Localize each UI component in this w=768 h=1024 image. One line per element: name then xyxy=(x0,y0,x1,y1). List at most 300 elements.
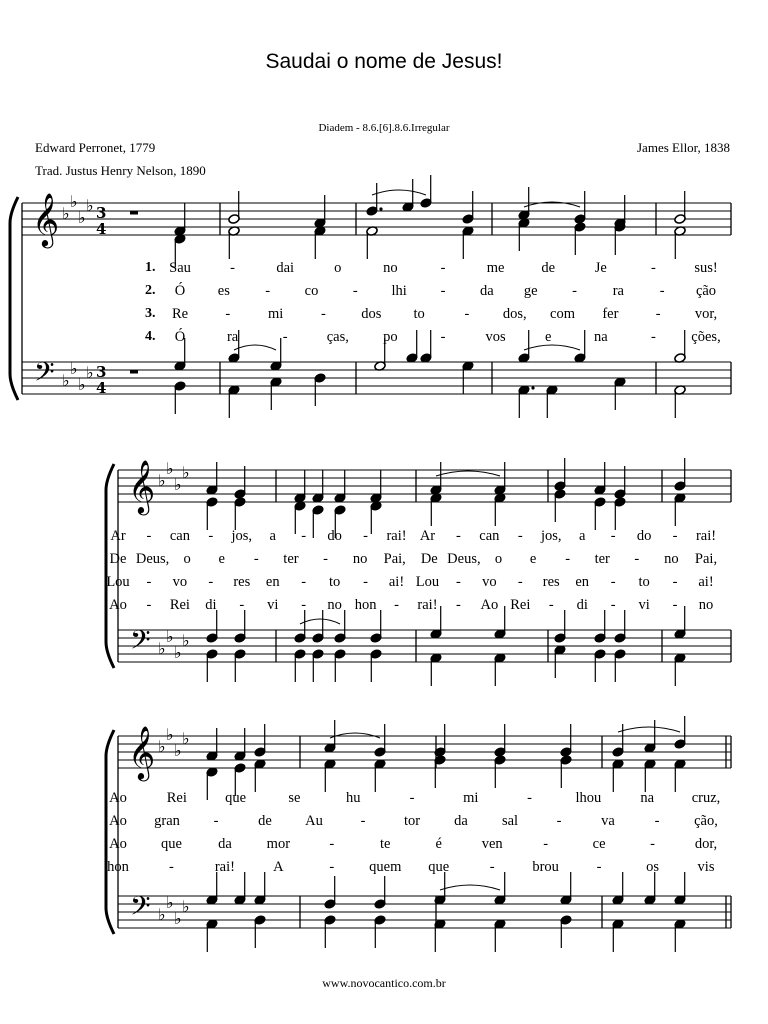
lyric-syllable: de xyxy=(541,260,556,276)
note xyxy=(554,489,566,522)
svg-text:♭: ♭ xyxy=(182,631,190,650)
slur xyxy=(234,345,276,350)
hyphen: - xyxy=(556,813,562,829)
svg-text:♭: ♭ xyxy=(174,475,182,494)
lyric-syllable: no xyxy=(327,597,342,613)
bass-time-signature xyxy=(96,363,106,397)
hyphen: - xyxy=(363,574,368,590)
lyric-syllable: va xyxy=(601,813,615,829)
slur xyxy=(524,345,580,350)
svg-text:4: 4 xyxy=(96,220,107,238)
author-credit: Edward Perronet, 1779 xyxy=(35,140,156,155)
system-1-treble-key-signature xyxy=(62,192,94,227)
treble-time-signature xyxy=(96,204,106,238)
lyric-syllable: ções, xyxy=(691,329,721,345)
lyric-syllable: da xyxy=(479,283,494,299)
lyric-syllable: co xyxy=(304,283,319,299)
svg-text:♭: ♭ xyxy=(62,371,70,390)
note xyxy=(614,377,626,410)
note xyxy=(228,226,240,259)
hyphen: - xyxy=(146,574,152,590)
hyphen: - xyxy=(253,551,259,567)
lyric-syllable: Ao xyxy=(109,836,127,852)
note xyxy=(434,919,446,952)
hymn-title: Saudai o nome de Jesus! xyxy=(265,50,503,73)
note xyxy=(574,330,586,363)
lyric-syllable: hu xyxy=(345,790,361,806)
lyric-syllable: ças, xyxy=(326,329,349,345)
note xyxy=(494,755,506,788)
lyric-syllable: rai! xyxy=(386,528,407,544)
svg-text:♭: ♭ xyxy=(158,905,166,924)
hyphen: - xyxy=(455,574,461,590)
svg-text:♭: ♭ xyxy=(62,204,70,223)
hyphen: - xyxy=(489,859,495,875)
system-1-brace xyxy=(10,197,18,400)
system-2-bass-clef-icon: 𝄢 xyxy=(130,624,151,662)
note xyxy=(254,724,266,757)
hyphen: - xyxy=(464,306,470,322)
note xyxy=(494,462,506,495)
note xyxy=(434,755,446,788)
system-1-bass-key-signature xyxy=(62,359,94,394)
note xyxy=(674,458,686,491)
note xyxy=(494,493,506,526)
svg-text:4: 4 xyxy=(96,379,107,397)
hyphen: - xyxy=(225,306,231,322)
lyric-syllable: res xyxy=(542,574,560,590)
hyphen: - xyxy=(360,813,366,829)
system-3-brace xyxy=(106,730,114,934)
note xyxy=(370,501,382,534)
lyric-syllable: Ó xyxy=(174,329,186,345)
lyric-syllable: vos xyxy=(485,329,506,345)
note xyxy=(324,759,336,792)
lyric-syllable: to xyxy=(413,306,425,322)
hyphen: - xyxy=(282,329,288,345)
note xyxy=(314,226,326,259)
hyphen: - xyxy=(672,574,678,590)
lyric-syllable: Pai, xyxy=(383,551,406,567)
lyric-syllable: ção, xyxy=(694,813,718,829)
lyric-syllable: Rei xyxy=(510,597,531,613)
hyphen: - xyxy=(455,597,461,613)
svg-text:♭: ♭ xyxy=(174,741,182,760)
lyric-syllable: na xyxy=(593,329,608,345)
lyric-syllable: can xyxy=(169,528,190,544)
note xyxy=(518,330,530,363)
note xyxy=(370,649,382,682)
lyric-syllable: can xyxy=(479,528,500,544)
lyric-syllable: De xyxy=(420,551,438,567)
lyric-syllable: ção xyxy=(695,283,717,299)
note xyxy=(674,226,686,259)
lyric-syllable: De xyxy=(109,551,127,567)
hyphen: - xyxy=(650,329,656,345)
lyric-syllable: en xyxy=(575,574,590,590)
note xyxy=(366,226,378,259)
note xyxy=(560,724,572,757)
hyphen: - xyxy=(208,528,214,544)
lyric-syllable: dor, xyxy=(694,836,718,852)
lyric-syllable: que xyxy=(160,836,182,852)
note xyxy=(612,872,624,905)
note xyxy=(518,385,535,418)
note xyxy=(234,649,246,682)
hyphen: - xyxy=(146,597,152,613)
hyphen: - xyxy=(650,260,656,276)
lyric-syllable: tor xyxy=(403,813,421,829)
hyphen: - xyxy=(301,574,307,590)
svg-text:♭: ♭ xyxy=(174,909,182,928)
lyric-syllable: Ó xyxy=(174,283,186,299)
lyric-syllable: vor, xyxy=(694,306,718,322)
svg-text:♭: ♭ xyxy=(78,208,86,227)
lyric-syllable: rai! xyxy=(417,597,438,613)
lyric-syllable: ven xyxy=(481,836,503,852)
hyphen: - xyxy=(169,859,174,875)
hyphen: - xyxy=(440,329,446,345)
note xyxy=(430,462,442,495)
lyric-syllable: A xyxy=(273,859,284,875)
note xyxy=(206,649,218,682)
lyric-syllable: Ao xyxy=(480,597,499,613)
verse-number: 4. xyxy=(145,329,156,344)
hyphen: - xyxy=(672,528,678,544)
note xyxy=(674,919,686,952)
note xyxy=(254,872,266,905)
note xyxy=(494,919,506,952)
lyric-syllable: jos, xyxy=(540,528,562,544)
svg-text:♭: ♭ xyxy=(86,196,94,215)
note xyxy=(206,462,218,495)
hyphen: - xyxy=(301,597,307,613)
svg-text:3: 3 xyxy=(96,204,107,222)
hyphen: - xyxy=(596,859,602,875)
svg-text:♭: ♭ xyxy=(166,459,174,478)
lyric-syllable: hon xyxy=(354,597,377,613)
hyphen: - xyxy=(543,836,549,852)
svg-text:♭: ♭ xyxy=(166,893,174,912)
note xyxy=(234,497,246,530)
system-3-bass-key-signature xyxy=(158,893,190,928)
note xyxy=(546,385,558,418)
lyric-syllable: dos xyxy=(361,306,382,322)
note xyxy=(406,330,418,363)
hyphen: - xyxy=(329,836,335,852)
lyric-syllable: dai xyxy=(276,260,295,276)
note xyxy=(234,610,246,643)
footer-url: www.novocantico.com.br xyxy=(322,976,446,990)
slur xyxy=(436,471,500,476)
system-3-treble-staff xyxy=(118,736,731,768)
verse-number: 2. xyxy=(145,283,156,298)
lyric-syllable: lhou xyxy=(575,790,602,806)
note xyxy=(462,226,474,259)
note xyxy=(430,653,442,686)
system-2-treble-clef-icon: 𝄞 xyxy=(128,459,156,513)
lyric-syllable: me xyxy=(486,260,505,276)
lyric-syllable: que xyxy=(428,859,450,875)
lyric-syllable: a xyxy=(578,528,586,544)
lyric-syllable: hon xyxy=(107,859,129,875)
hyphen: - xyxy=(363,528,368,544)
lyric-syllable: Pai, xyxy=(694,551,718,567)
note xyxy=(674,653,686,686)
hyphen: - xyxy=(650,836,655,852)
note xyxy=(420,175,432,208)
slur xyxy=(440,885,500,890)
note xyxy=(270,338,282,371)
slur xyxy=(300,619,340,624)
hyphen: - xyxy=(655,306,661,322)
lyric-syllable: mor xyxy=(266,836,291,852)
hyphen: - xyxy=(440,260,446,276)
note xyxy=(334,649,346,682)
lyric-syllable: ce xyxy=(592,836,606,852)
note xyxy=(254,759,266,792)
lyric-syllable: ter xyxy=(594,551,610,567)
note xyxy=(312,505,324,538)
system-3-treble-key-signature xyxy=(158,725,190,760)
system-1-treble-clef-icon: 𝄞 xyxy=(32,192,60,246)
note xyxy=(518,218,530,251)
lyric-syllable: mi xyxy=(267,306,284,322)
note xyxy=(374,915,386,948)
lyric-syllable: cruz, xyxy=(691,790,721,806)
lyric-syllable: se xyxy=(288,790,301,806)
rest xyxy=(130,211,138,215)
hyphen: - xyxy=(572,283,577,299)
lyric-syllable: ra xyxy=(612,283,624,299)
note xyxy=(370,470,382,503)
lyric-syllable: a xyxy=(269,528,276,544)
lyric-syllable: no xyxy=(698,597,714,613)
note xyxy=(614,222,626,255)
note xyxy=(560,915,572,948)
meter-line: Diadem - 8.6.[6].8.6.Irregular xyxy=(318,122,450,134)
note xyxy=(494,724,506,757)
system-1-bass-clef-icon: 𝄢 xyxy=(34,356,55,394)
lyric-syllable: rai! xyxy=(214,859,235,875)
note xyxy=(674,716,686,749)
lyric-syllable: Ar xyxy=(419,528,436,544)
note xyxy=(206,919,218,952)
lyric-syllable: Rei xyxy=(166,790,187,806)
note xyxy=(594,649,606,682)
note xyxy=(612,724,624,757)
hyphen: - xyxy=(409,790,415,806)
note xyxy=(234,466,246,499)
note xyxy=(594,610,606,643)
svg-text:♭: ♭ xyxy=(166,725,174,744)
lyric-syllable: lhi xyxy=(391,283,407,299)
lyric-syllable: ge xyxy=(523,283,538,299)
composer-credit: James Ellor, 1838 xyxy=(637,140,730,155)
verse-number: 1. xyxy=(145,260,156,275)
lyric-syllable: e xyxy=(218,551,225,567)
note xyxy=(294,649,306,682)
system-2-treble-key-signature xyxy=(158,459,190,494)
svg-text:♭: ♭ xyxy=(70,359,78,378)
note xyxy=(254,915,266,948)
note xyxy=(674,493,686,526)
svg-text:♭: ♭ xyxy=(182,729,190,748)
lyric-syllable: o xyxy=(494,551,503,567)
lyric-syllable: Ao xyxy=(109,813,127,829)
note xyxy=(314,373,326,406)
lyric-syllable: vo xyxy=(172,574,188,590)
lyric-syllable: Ao xyxy=(109,597,127,613)
lyric-syllable: rai! xyxy=(695,528,717,544)
lyric-syllable: quem xyxy=(369,859,402,875)
lyric-syllable: Au xyxy=(305,813,323,829)
note xyxy=(228,191,240,224)
svg-text:3: 3 xyxy=(96,363,107,381)
hyphen: - xyxy=(323,551,328,567)
hyphen: - xyxy=(213,813,219,829)
note xyxy=(594,462,606,495)
translator-credit: Trad. Justus Henry Nelson, 1890 xyxy=(35,163,206,178)
note xyxy=(674,872,686,905)
hyphen: - xyxy=(455,528,461,544)
lyric-syllable: Deus, xyxy=(447,551,481,567)
lyric-syllable: Re xyxy=(171,306,189,322)
note xyxy=(612,759,624,792)
hyphen: - xyxy=(517,528,523,544)
note xyxy=(234,728,246,761)
note xyxy=(324,876,336,909)
svg-text:♭: ♭ xyxy=(158,737,166,756)
slur xyxy=(372,190,426,195)
hyphen: - xyxy=(672,597,678,613)
lyric-syllable: sal xyxy=(501,813,519,829)
hyphen: - xyxy=(527,790,533,806)
note xyxy=(294,470,306,503)
lyric-syllable: te xyxy=(380,836,391,852)
hyphen: - xyxy=(565,551,571,567)
hyphen: - xyxy=(146,528,152,544)
svg-text:♭: ♭ xyxy=(70,192,78,211)
lyric-syllable: os xyxy=(646,859,659,875)
hyphen: - xyxy=(301,528,307,544)
note xyxy=(334,610,346,643)
note xyxy=(174,381,186,414)
hyphen: - xyxy=(440,283,446,299)
hyphen: - xyxy=(265,283,271,299)
lyric-syllable: fer xyxy=(602,306,619,322)
note xyxy=(644,759,656,792)
note xyxy=(462,191,474,224)
svg-text:♭: ♭ xyxy=(86,363,94,382)
note xyxy=(420,330,432,363)
note xyxy=(312,470,324,503)
svg-text:♭: ♭ xyxy=(158,639,166,658)
hyphen: - xyxy=(654,813,660,829)
lyric-syllable: no xyxy=(664,551,679,567)
lyric-syllable: e xyxy=(544,329,552,345)
note xyxy=(430,493,442,526)
note xyxy=(494,653,506,686)
note xyxy=(644,872,656,905)
lyric-syllable: no xyxy=(383,260,398,276)
note xyxy=(370,610,382,643)
note xyxy=(206,767,218,800)
note xyxy=(324,915,336,948)
lyric-syllable: Ao xyxy=(109,790,127,806)
note xyxy=(594,497,606,530)
lyric-syllable: po xyxy=(383,329,398,345)
lyric-syllable: en xyxy=(265,574,280,590)
note xyxy=(228,385,240,418)
lyric-syllable: Sau xyxy=(169,260,191,276)
svg-text:♭: ♭ xyxy=(182,463,190,482)
note xyxy=(612,919,624,952)
lyric-syllable: brou xyxy=(532,859,559,875)
hyphen: - xyxy=(517,574,523,590)
note xyxy=(294,610,306,643)
lyric-syllable: o xyxy=(334,260,342,276)
note xyxy=(674,385,686,418)
note xyxy=(374,759,386,792)
lyric-syllable: vis xyxy=(697,859,715,875)
note xyxy=(206,728,218,761)
slur xyxy=(618,727,680,732)
hyphen: - xyxy=(352,283,358,299)
lyric-syllable: gran xyxy=(154,813,180,829)
lyric-syllable: que xyxy=(225,790,247,806)
hyphen: - xyxy=(610,597,616,613)
lyric-syllable: Deus, xyxy=(135,551,170,567)
lyric-syllable: res xyxy=(233,574,251,590)
note xyxy=(312,610,324,643)
lyric-syllable: ra xyxy=(226,329,239,345)
note xyxy=(312,649,324,682)
lyric-syllable: de xyxy=(258,813,272,829)
lyric-syllable: da xyxy=(218,836,232,852)
lyric-syllable: to xyxy=(638,574,650,590)
svg-text:♭: ♭ xyxy=(158,471,166,490)
note xyxy=(374,876,386,909)
lyric-syllable: di xyxy=(576,597,588,613)
system-3-treble-clef-icon: 𝄞 xyxy=(128,725,156,779)
hyphen: - xyxy=(610,574,616,590)
lyric-syllable: Rei xyxy=(169,597,190,613)
lyric-syllable: ter xyxy=(283,551,299,567)
hyphen: - xyxy=(329,859,335,875)
note xyxy=(174,203,186,236)
note xyxy=(560,872,572,905)
lyric-syllable: Lou xyxy=(415,574,440,590)
hyphen: - xyxy=(230,260,236,276)
note xyxy=(674,330,686,363)
lyric-syllable: Ar xyxy=(110,528,126,544)
hyphen: - xyxy=(239,597,245,613)
lyric-syllable: dos, xyxy=(502,306,527,322)
lyric-syllable: ai! xyxy=(388,574,405,590)
svg-text:♭: ♭ xyxy=(182,897,190,916)
hyphen: - xyxy=(394,597,399,613)
note xyxy=(462,361,474,394)
lyric-syllable: no xyxy=(352,551,368,567)
note xyxy=(206,497,218,530)
lyric-syllable: o xyxy=(183,551,191,567)
note xyxy=(574,222,586,255)
lyric-syllable: é xyxy=(435,836,442,852)
svg-text:♭: ♭ xyxy=(78,375,86,394)
lyric-syllable: vi xyxy=(638,597,650,613)
lyric-syllable: Lou xyxy=(106,574,130,590)
